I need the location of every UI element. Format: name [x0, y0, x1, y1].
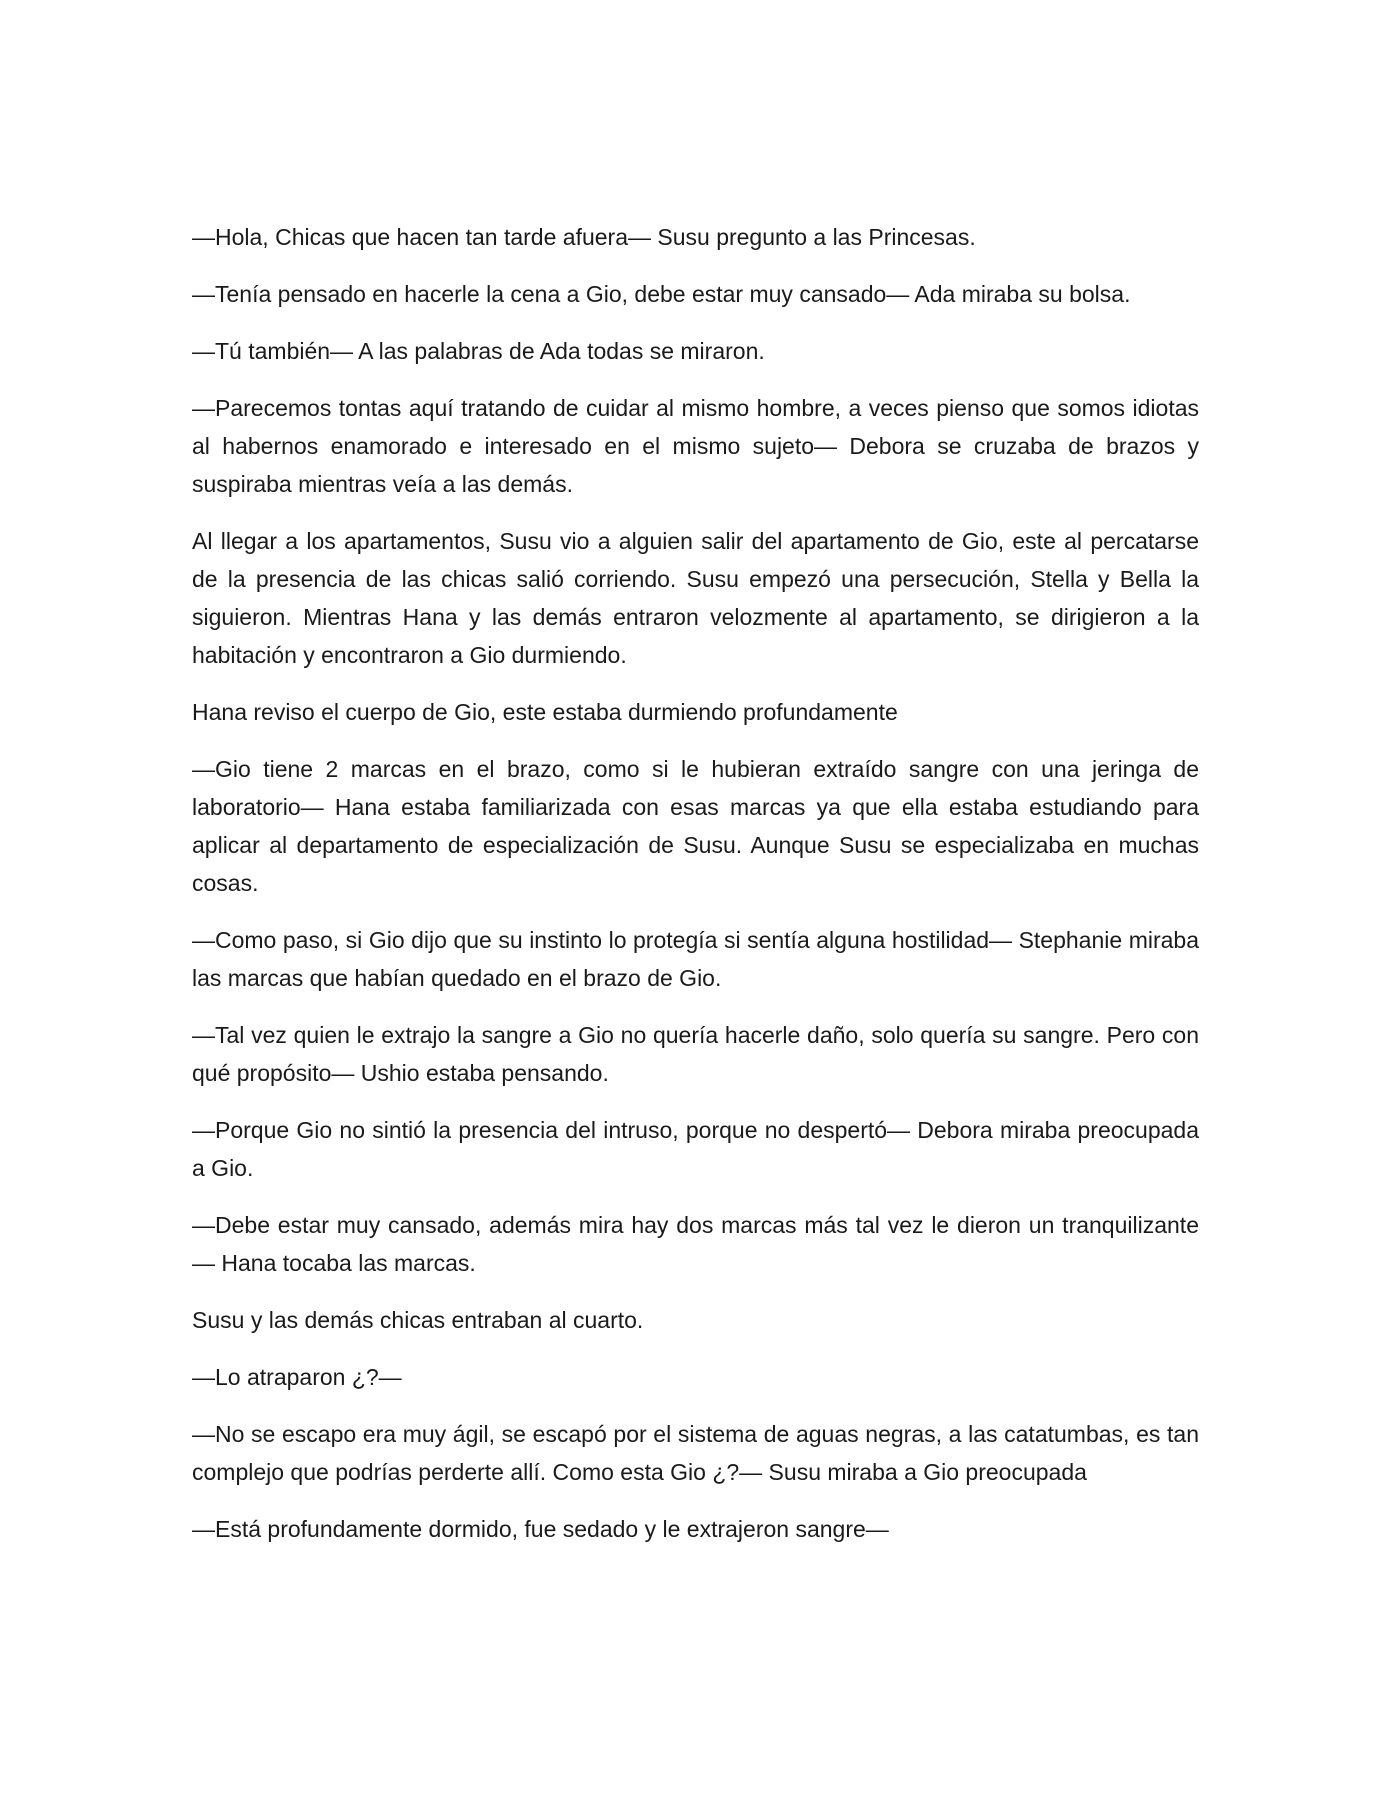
paragraph-5: Al llegar a los apartamentos, Susu vio a alguien salir del apartamento de Gio, este al percatarse de la presencia de las chicas salió corriendo. Susu empezó una persecución, Stella y Bella la siguieron. Mientras Hana y las demás entraron velozmente al apartamento, se dirigieron a la habitación y encontraron a Gio durmiendo. — [192, 528, 1199, 668]
paragraph-7: —Gio tiene 2 marcas en el brazo, como si le hubieran extraído sangre con una jeringa de laboratorio— Hana estaba familiarizada con esas marcas ya que ella estaba estudiando para aplicar al departamento de especialización de Susu. Aunque Susu se especializaba en muchas cosas. — [192, 756, 1199, 896]
paragraph-2: —Tenía pensado en hacerle la cena a Gio, debe estar muy cansado— Ada miraba su bolsa. — [192, 281, 1131, 307]
document-page — [192, 218, 1199, 1567]
paragraph-3: —Tú también— A las palabras de Ada todas se miraron. — [192, 338, 765, 364]
paragraph-1: —Hola, Chicas que hacen tan tarde afuera— Susu pregunto a las Princesas. — [192, 224, 976, 250]
paragraph-11: —Debe estar muy cansado, además mira hay dos marcas más tal vez le dieron un tranquilizante— Hana tocaba las marcas. — [192, 1212, 1199, 1276]
paragraph-8: —Como paso, si Gio dijo que su instinto lo protegía si sentía alguna hostilidad— Stephanie miraba las marcas que habían quedado en el brazo de Gio. — [192, 927, 1199, 991]
paragraph-13: —Lo atraparon ¿?— — [192, 1364, 402, 1390]
paragraph-14: —No se escapo era muy ágil, se escapó por el sistema de aguas negras, a las catatumbas, es tan complejo que podrías perderte allí. Como esta Gio ¿?— Susu miraba a Gio preocupada — [192, 1421, 1199, 1485]
paragraph-6: Hana reviso el cuerpo de Gio, este estaba durmiendo profundamente — [192, 699, 898, 725]
paragraph-4: —Parecemos tontas aquí tratando de cuidar al mismo hombre, a veces pienso que somos idiotas al habernos enamorado e interesado en el mismo sujeto— Debora se cruzaba de brazos y suspiraba mientras veía a las demás. — [192, 395, 1199, 497]
paragraph-15: —Está profundamente dormido, fue sedado y le extrajeron sangre— — [192, 1516, 889, 1542]
paragraph-12: Susu y las demás chicas entraban al cuarto. — [192, 1307, 644, 1333]
paragraph-10: —Porque Gio no sintió la presencia del intruso, porque no despertó— Debora miraba preocupada a Gio. — [192, 1117, 1199, 1181]
paragraph-9: —Tal vez quien le extrajo la sangre a Gio no quería hacerle daño, solo quería su sangre. Pero con qué propósito— Ushio estaba pensando. — [192, 1022, 1199, 1086]
